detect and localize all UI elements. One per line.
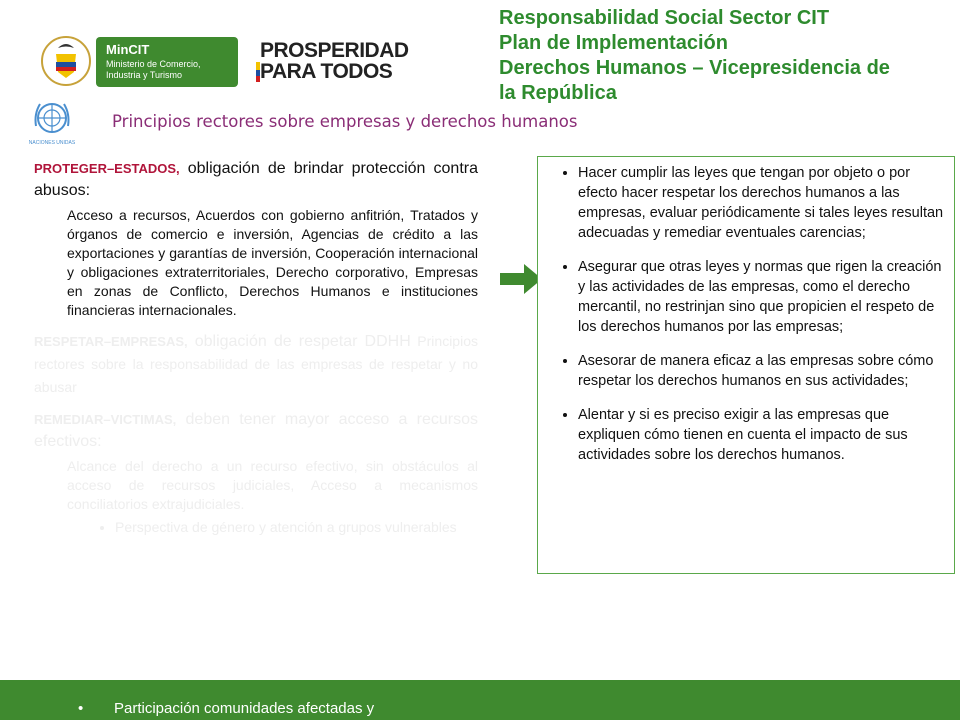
respetar-body: Principios rectores sobre la responsabilidad de las empresas de respetar y no abusar [34, 333, 478, 395]
respetar-lead: obligación de respetar DDHH [187, 333, 411, 350]
left-column [34, 158, 478, 541]
respetar-block [34, 330, 478, 399]
list-item: • Asegurar que otras leyes y normas que rigen la creación y las actividades de las empresas, como el derecho mercantil, no restrinjan sino que propicien el respeto de los derechos humanos por las empresas; [578, 257, 944, 337]
proteger-heading [34, 158, 478, 202]
remediar-body: Alcance del derecho a un recurso efectivo, sin obstáculos al acceso de recursos judiciales, Acceso a mecanismos conciliatorios extrajudiciales. [67, 458, 478, 512]
footer-bullet-text: Participación comunidades afectadas y [114, 700, 375, 717]
proteger-keyword: PROTEGER–ESTADOS, [34, 161, 180, 176]
prosperidad-logo [256, 40, 432, 86]
list-item: • Perspectiva de género y atención a grupos vulnerables [115, 518, 478, 537]
title-line-4: la República [499, 82, 617, 104]
prosperidad-line-2: PARA TODOS [260, 60, 393, 83]
list-item: • Alentar y si es preciso exigir a las empresas que expliquen cómo tienen en cuenta el impacto de sus actividades sobre los derechos humanos. [578, 405, 944, 465]
un-emblem [30, 96, 74, 148]
respetar-heading [34, 330, 478, 399]
remediar-block [34, 409, 478, 537]
title-line-3: Derechos Humanos – Vicepresidencia de [499, 57, 890, 79]
obligations-box [537, 156, 955, 574]
footer-bullet [78, 700, 478, 717]
right-arrow-icon [500, 264, 542, 294]
title-line-2: Plan de Implementación [499, 32, 728, 54]
prosperidad-text [260, 40, 409, 82]
mincit-subtitle: Ministerio de Comercio, Industria y Turismo [106, 59, 201, 80]
flag-stripe-icon [256, 40, 266, 86]
list-item: • Hacer cumplir las leyes que tengan por objeto o por efecto hacer respetar los derechos humanos a las empresas, evaluar periódicamente si tales leyes resultan adecuadas y remediar eventuales carencias; [578, 163, 944, 243]
slide-title [499, 6, 960, 106]
remediar-lead: deben tener mayor acceso a recursos efectivos: [34, 411, 478, 450]
respetar-keyword: RESPETAR–EMPRESAS, [34, 334, 188, 349]
prosperidad-line-1: PROSPERIDAD [260, 39, 409, 62]
colombia-crest-icon [38, 34, 96, 88]
remediar-bullets [67, 518, 478, 537]
mincit-logo [38, 34, 240, 88]
remediar-keyword: REMEDIAR–VICTIMAS, [34, 412, 177, 427]
subtitle: Principios rectores sobre empresas y derechos humanos [112, 112, 578, 131]
remediar-heading [34, 409, 478, 453]
title-line-1: Responsabilidad Social Sector CIT [499, 7, 830, 29]
list-item: • Asesorar de manera eficaz a las empresas sobre cómo respetar los derechos humanos en sus actividades; [578, 351, 944, 391]
proteger-body: Acceso a recursos, Acuerdos con gobierno anfitrión, Tratados y órganos de comercio e inversión, Agencias de crédito a las exportaciones y garantías de inversión, Cooperación internacional y obligaciones extraterritoriales, Derecho corporativo, Empresas en zonas de Conflicto, Derechos Humanos e instituciones financieras internacionales. [67, 207, 478, 318]
un-globe-icon [30, 96, 74, 140]
proteger-lead: obligación de brindar protección contra abusos: [34, 160, 478, 199]
mincit-name: MinCIT [106, 42, 150, 57]
bullet-dot: • [78, 700, 84, 717]
obligations-list [538, 163, 944, 465]
un-label: NACIONES UNIDAS [28, 140, 76, 146]
